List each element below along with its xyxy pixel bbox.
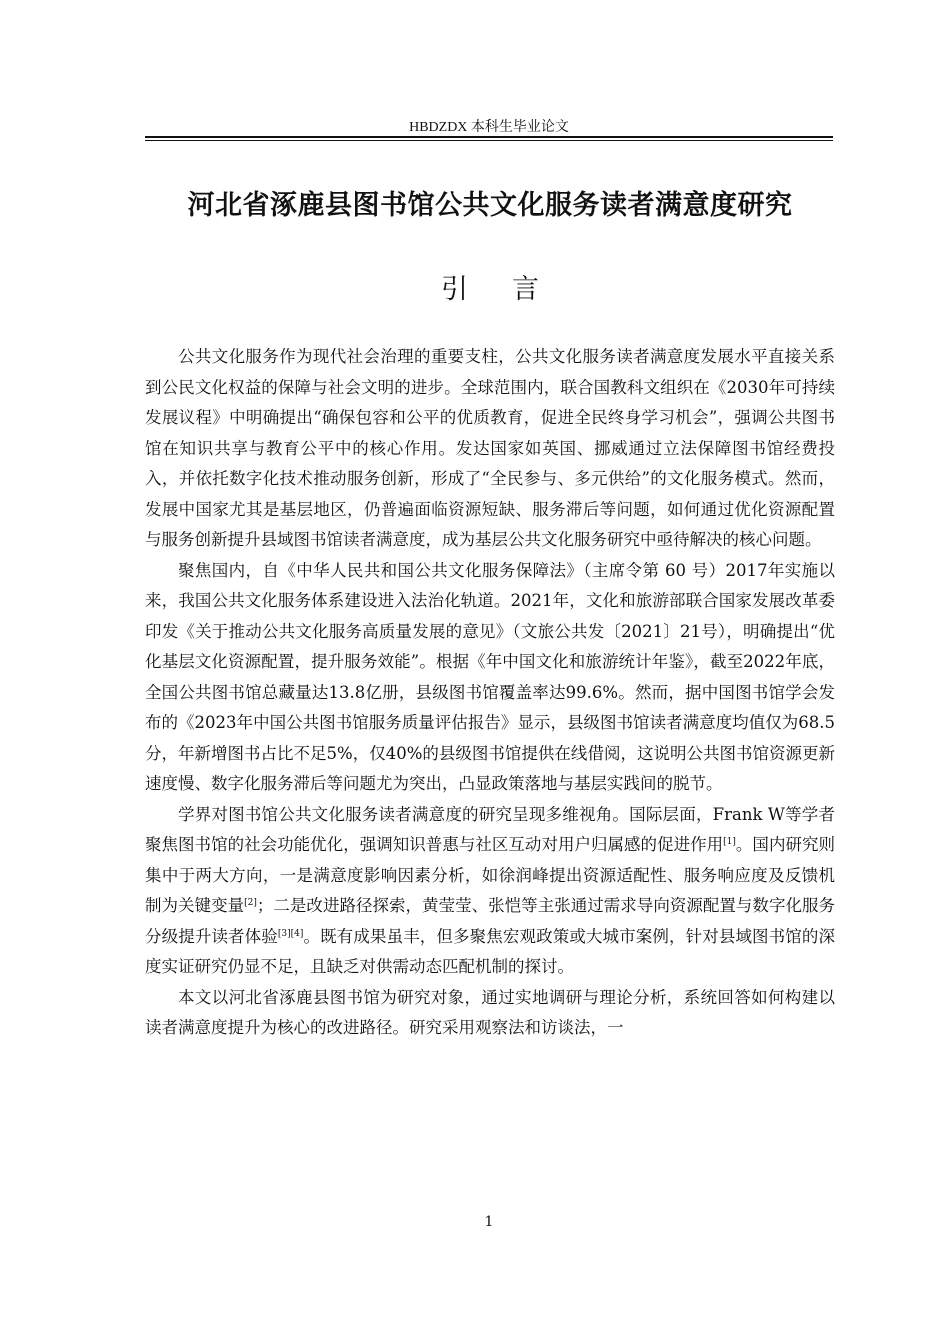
paragraph-3-text-a: 学界对图书馆公共文化服务读者满意度的研究呈现多维视角。国际层面，Frank W等学者聚焦图书馆的社会功能优化，强调知识普惠与社区互动对用户归属感的促进作用	[145, 804, 835, 854]
thesis-title: 河北省涿鹿县图书馆公共文化服务读者满意度研究	[187, 190, 793, 221]
page-number: 1	[484, 1214, 494, 1230]
citation-ref-3-4: [3][4]	[277, 928, 304, 939]
paragraph-3-text-b: 。国内研究则集中于两大方向，一是满意度影响因素分析，如徐润峰提出资源适配性、服务响应度及反馈机制为关键变量	[145, 835, 836, 915]
body-text	[145, 342, 835, 1044]
paragraph-4: 本文以河北省涿鹿县图书馆为研究对象，通过实地调研与理论分析，系统回答如何构建以读者满意度提升为核心的改进路径。研究采用观察法和访谈法，一	[145, 987, 835, 1037]
header-rule-thick	[145, 136, 833, 138]
running-header: HBDZDX 本科生毕业论文	[409, 120, 569, 135]
citation-ref-1: [1]	[723, 837, 736, 847]
section-heading	[140, 272, 840, 308]
citation-ref-2: [2]	[244, 898, 257, 908]
section-heading-char-2: 言	[512, 274, 539, 305]
paragraph-3	[145, 800, 835, 983]
paragraph-2: 聚焦国内，自《中华人民共和国公共文化服务保障法》（主席令第 60 号）2017年实施以来，我国公共文化服务体系建设进入法治化轨道。2021年，文化和旅游部联合国家发展改革委印发《关于推动公共文化服务高质量发展的意见》（文旅公共发〔2021〕21号），明确提出“优化基层文化资源配置，提升服务效能”。根据《年中国文化和旅游统计年鉴》，截至2022年底，全国公共图书馆总藏量达13.8亿册，县级图书馆覆盖率达99.6%。然而，据中国图书馆学会发布的《2023年中国公共图书馆服务质量评估报告》显示，县级图书馆读者满意度均值仅为68.5分，年新增图书占比不足5%，仅40%的县级图书馆提供在线借阅，这说明公共图书馆资源更新速度慢、数字化服务滞后等问题尤为突出，凸显政策落地与基层实践间的脱节。	[145, 560, 835, 793]
paragraph-3-text-d: 。既有成果虽丰，但多聚焦宏观政策或大城市案例，针对县域图书馆的深度实证研究仍显不足，且缺乏对供需动态匹配机制的探讨。	[145, 926, 836, 976]
paragraph-3-text-c: ；二是改进路径探索，黄莹莹、张恺等主张通过需求导向资源配置与数字化服务分级提升读者体验	[145, 896, 836, 946]
section-heading-char-1: 引	[441, 274, 468, 305]
paragraph-1: 公共文化服务作为现代社会治理的重要支柱，公共文化服务读者满意度发展水平直接关系到公民文化权益的保障与社会文明的进步。全球范围内，联合国教科文组织在《2030年可持续发展议程》中明确提出“确保包容和公平的优质教育，促进全民终身学习机会”，强调公共图书馆在知识共享与教育公平中的核心作用。发达国家如英国、挪威通过立法保障图书馆经费投入，并依托数字化技术推动服务创新，形成了“全民参与、多元供给”的文化服务模式。然而，发展中国家尤其是基层地区，仍普遍面临资源短缺、服务滞后等问题，如何通过优化资源配置与服务创新提升县域图书馆读者满意度，成为基层公共文化服务研究中亟待解决的核心问题。	[145, 347, 835, 549]
header-rule-thin	[145, 140, 833, 141]
